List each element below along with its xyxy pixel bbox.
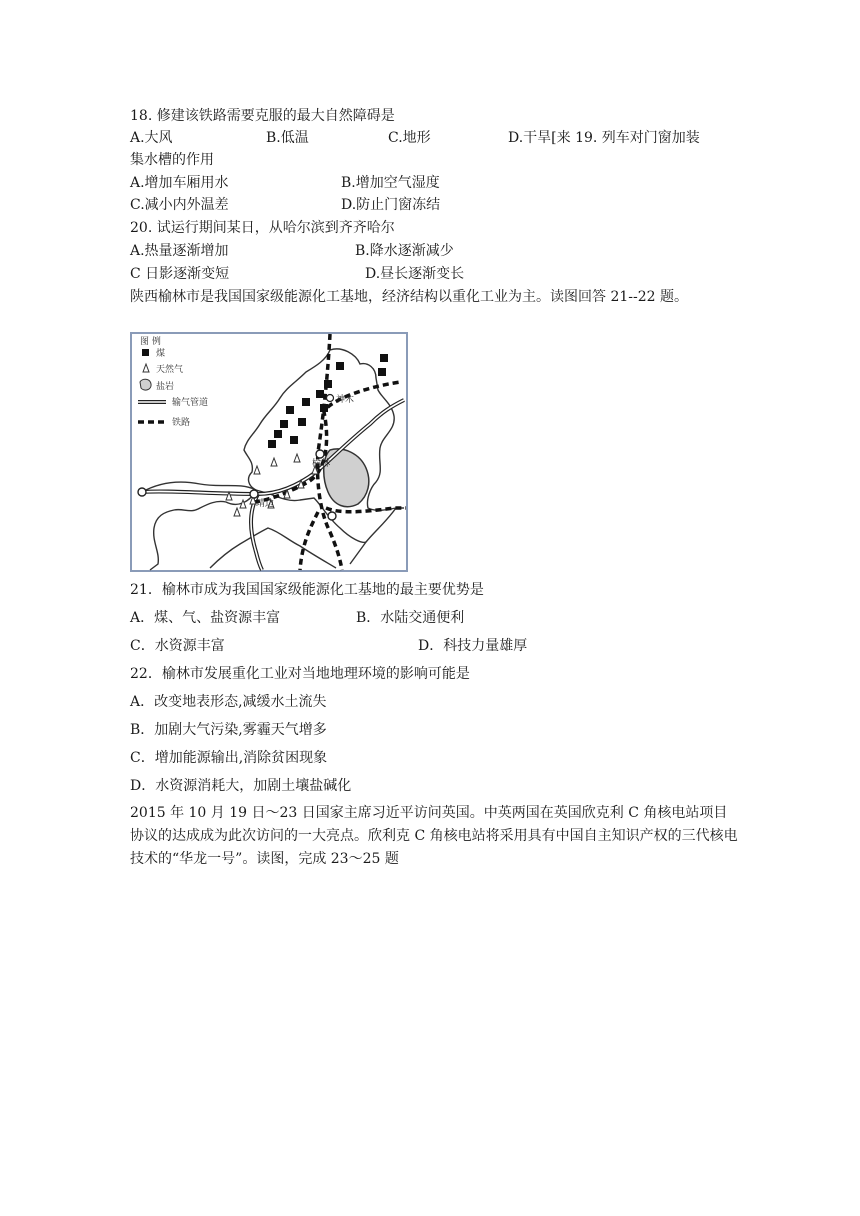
coal-marker — [316, 390, 324, 398]
q20-option-d: D.昼长逐渐变长 — [365, 266, 465, 282]
yulin-node — [316, 450, 324, 458]
coal-marker — [298, 418, 306, 426]
coal-marker — [286, 406, 294, 414]
legend-salt-label: 盐岩 — [156, 382, 175, 392]
coal-marker — [324, 380, 332, 388]
q19-stem-cont: 集水槽的作用 — [130, 152, 214, 168]
yulin-map — [130, 332, 408, 572]
q18-stem: 18. 修建该铁路需要克服的最大自然障碍是 — [130, 108, 395, 124]
coal-marker — [336, 362, 344, 370]
q21-option-c: C．水资源丰富 — [130, 638, 225, 654]
legend-salt-icon — [140, 379, 151, 390]
yulin-label: 榆林 — [312, 459, 331, 469]
legend-title: 图 例 — [140, 337, 161, 347]
q20-stem: 20. 试运行期间某日，从哈尔滨到齐齐哈尔 — [130, 220, 395, 236]
q20-option-b: B.降水逐渐减少 — [355, 243, 454, 259]
q22-stem: 22．榆林市发展重化工业对当地地理环境的影响可能是 — [130, 666, 470, 682]
q22-option-c: C．增加能源输出,消除贫困现象 — [130, 750, 328, 766]
q18-option-a: A.大风 — [130, 130, 173, 146]
q20-option-a: A.热量逐渐增加 — [130, 243, 229, 259]
q19-option-b: B.增加空气湿度 — [341, 175, 440, 191]
q18-option-c: C.地形 — [388, 130, 431, 146]
yulin-intro: 陕西榆林市是我国国家级能源化工基地，经济结构以重化工业为主。读图回答 21--22 题。 — [130, 289, 688, 305]
q21-stem: 21．榆林市成为我国国家级能源化工基地的最主要优势是 — [130, 582, 484, 598]
coal-marker — [290, 436, 298, 444]
yulin-map-svg — [130, 332, 408, 572]
south-node — [328, 512, 336, 520]
coal-marker — [302, 398, 310, 406]
jingbian-node — [250, 490, 258, 498]
coal-marker — [380, 354, 388, 362]
legend-gas-label: 天然气 — [156, 365, 184, 375]
q21-option-d: D．科技力量雄厚 — [418, 638, 528, 654]
q22-option-d: D．水资源消耗大，加剧土壤盐碱化 — [130, 778, 352, 794]
west-node — [138, 488, 146, 496]
q21-option-a: A．煤、气、盐资源丰富 — [130, 610, 281, 626]
shenmu-node — [327, 395, 334, 402]
q19-option-d: D.防止门窗冻结 — [341, 197, 441, 213]
legend-pipeline-label: 输气管道 — [172, 398, 209, 408]
q22-option-a: A．改变地表形态,减缓水土流失 — [130, 694, 327, 710]
jingbian-label: 靖边 — [256, 499, 275, 509]
coal-marker — [320, 404, 328, 412]
q19-option-c: C.减小内外温差 — [130, 197, 229, 213]
q18-option-d: D.干旱[来 19. 列车对门窗加装 — [508, 130, 700, 146]
coal-marker — [378, 368, 386, 376]
shenmu-label: 神木 — [336, 395, 355, 405]
coal-marker — [274, 430, 282, 438]
uk-visit-passage: 2015 年 10 月 19 日～23 日国家主席习近平访问英国。中英两国在英国欣克利 C 角核电站项目协议的达成成为此次访问的一大亮点。欣利克 C 角核电站将采用具有中国自主知识产权的三代核电技术的“华龙一号”。读图，完成 23～25 题 — [130, 805, 738, 867]
q22-option-b: B．加剧大气污染,雾霾天气增多 — [130, 722, 327, 738]
coal-marker — [268, 440, 276, 448]
legend-coal-icon — [142, 349, 149, 356]
legend-railway-label: 铁路 — [172, 418, 191, 428]
coal-marker — [280, 420, 288, 428]
q19-option-a: A.增加车厢用水 — [130, 175, 229, 191]
q21-option-b: B．水陆交通便利 — [356, 610, 465, 626]
q20-option-c: C 日影逐渐变短 — [130, 266, 230, 282]
legend-coal-label: 煤 — [156, 349, 166, 359]
q18-option-b: B.低温 — [266, 130, 309, 146]
